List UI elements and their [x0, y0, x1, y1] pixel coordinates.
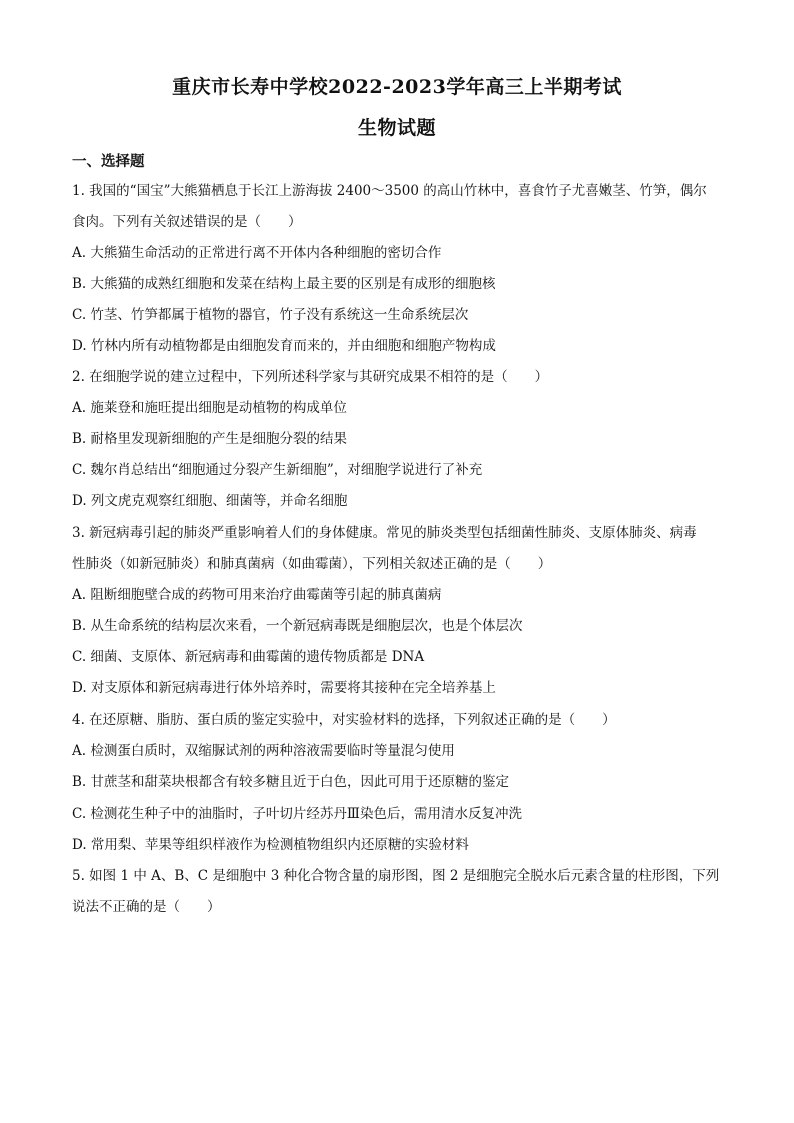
- exam-title: 重庆市长寿中学校2022-2023学年高三上半期考试: [172, 76, 622, 98]
- question-4-option-a: A. 检测蛋白质时，双缩脲试剂的两种溶液需要临时等量混匀使用: [72, 743, 455, 759]
- question-1-option-b: B. 大熊猫的成熟红细胞和发菜在结构上最主要的区别是有成形的细胞核: [72, 276, 496, 292]
- question-3-option-c: C. 细菌、支原体、新冠病毒和曲霉菌的遗传物质都是 DNA: [72, 649, 425, 665]
- question-1-stem-line-2: 食肉。下列有关叙述错误的是（ ）: [72, 214, 302, 230]
- question-2-option-a: A. 施莱登和施旺提出细胞是动植物的构成单位: [72, 400, 347, 416]
- question-4-option-c: C. 检测花生种子中的油脂时，子叶切片经苏丹Ⅲ染色后，需用清水反复冲洗: [72, 806, 522, 822]
- question-5-stem-line-1: 5. 如图 1 中 A、B、C 是细胞中 3 种化合物含量的扇形图，图 2 是细胞完全脱水后元素含量的柱形图，下列: [72, 868, 720, 884]
- question-3-stem-line-1: 3. 新冠病毒引起的肺炎严重影响着人们的身体健康。常见的肺炎类型包括细菌性肺炎、支原体肺炎、病毒: [72, 525, 697, 541]
- question-3-option-d: D. 对支原体和新冠病毒进行体外培养时，需要将其接种在完全培养基上: [72, 680, 496, 696]
- question-3-stem-line-2: 性肺炎（如新冠肺炎）和肺真菌病（如曲霉菌），下列相关叙述正确的是（ ）: [72, 556, 552, 572]
- question-3-option-a: A. 阻断细胞壁合成的药物可用来治疗曲霉菌等引起的肺真菌病: [72, 587, 442, 603]
- question-1-stem-line-1: 1. 我国的“国宝”大熊猫栖息于长江上游海拔 2400～3500 的高山竹林中，喜食竹子尤喜嫩茎、竹笋，偶尔: [72, 183, 707, 199]
- section-heading: 一、选择题: [72, 153, 145, 170]
- question-1-option-d: D. 竹林内所有动植物都是由细胞发育而来的，并由细胞和细胞产物构成: [72, 338, 496, 354]
- question-2-option-d: D. 列文虎克观察红细胞、细菌等，并命名细胞: [72, 493, 348, 509]
- question-1-option-a: A. 大熊猫生命活动的正常进行离不开体内各种细胞的密切合作: [72, 245, 442, 261]
- question-4-option-d: D. 常用梨、苹果等组织样液作为检测植物组织内还原糖的实验材料: [72, 837, 469, 853]
- question-1-option-c: C. 竹茎、竹笋都属于植物的器官，竹子没有系统这一生命系统层次: [72, 307, 469, 323]
- question-4-stem: 4. 在还原糖、脂肪、蛋白质的鉴定实验中，对实验材料的选择，下列叙述正确的是（ ）: [72, 712, 616, 728]
- question-4-option-b: B. 甘蔗茎和甜菜块根都含有较多糖且近于白色，因此可用于还原糖的鉴定: [72, 774, 510, 790]
- question-2-option-b: B. 耐格里发现新细胞的产生是细胞分裂的结果: [72, 431, 348, 447]
- question-3-option-b: B. 从生命系统的结构层次来看，一个新冠病毒既是细胞层次，也是个体层次: [72, 618, 523, 634]
- exam-subject: 生物试题: [357, 117, 436, 139]
- question-2-option-c: C. 魏尔肖总结出“细胞通过分裂产生新细胞”，对细胞学说进行了补充: [72, 462, 483, 478]
- question-5-stem-line-2: 说法不正确的是（ ）: [72, 899, 221, 915]
- question-2-stem: 2. 在细胞学说的建立过程中，下列所述科学家与其研究成果不相符的是（ ）: [72, 369, 549, 385]
